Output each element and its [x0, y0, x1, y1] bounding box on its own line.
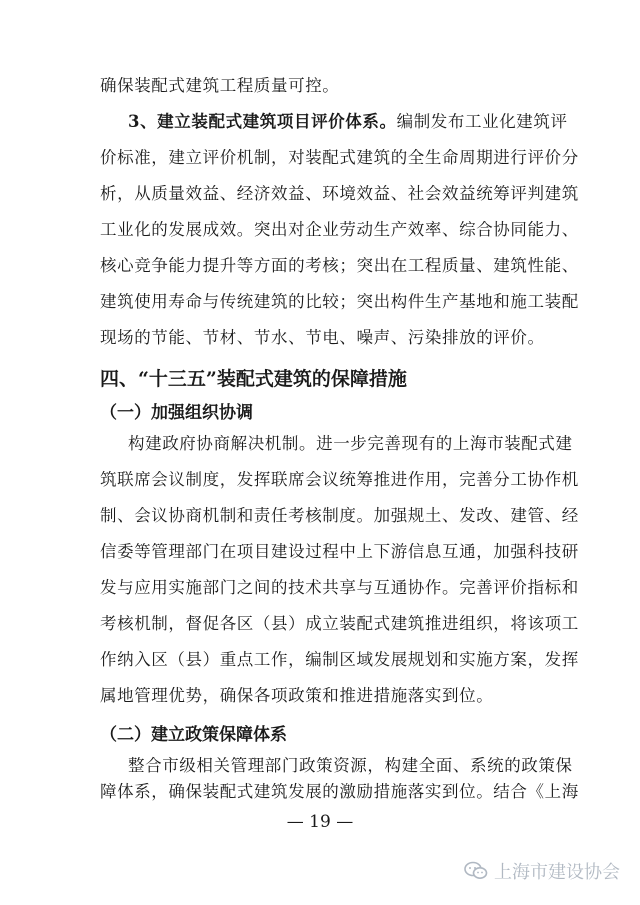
- watermark: [464, 858, 620, 884]
- page-number: — 19 —: [286, 812, 354, 832]
- text-line: 制、会议协商机制和责任考核制度。加强规土、发改、建管、经: [100, 506, 579, 525]
- text-line: [128, 112, 568, 134]
- text-line: 作纳入区（县）重点工作，编制区域发展规划和实施方案，发挥: [100, 650, 579, 669]
- subsection-heading: （二）建立政策保障体系: [100, 725, 287, 745]
- text-line: 构建政府协商解决机制。进一步完善现有的上海市装配式建: [128, 434, 573, 453]
- text-line: 属地管理优势，确保各项政策和推进措施落实到位。: [100, 686, 494, 705]
- item-title: 3、建立装配式建筑项目评价体系。: [128, 112, 397, 131]
- section-heading: 四、“十三五”装配式建筑的保障措施: [100, 368, 407, 390]
- wechat-icon: [464, 861, 488, 881]
- text-line: 考核机制，督促各区（县）成立装配式建筑推进组织，将该项工: [100, 614, 579, 633]
- item-text: 编制发布工业化建筑评: [396, 112, 568, 131]
- text-line: 工业化的发展成效。突出对企业劳动生产效率、综合协同能力、: [100, 220, 579, 239]
- text-line: 建筑使用寿命与传统建筑的比较；突出构件生产基地和施工装配: [100, 292, 579, 311]
- text-line: 筑联席会议制度，发挥联席会议统筹推进作用，完善分工协作机: [100, 470, 579, 489]
- text-line: 信委等管理部门在项目建设过程中上下游信息互通，加强科技研: [100, 542, 579, 561]
- text-line: 价标准，建立评价机制，对装配式建筑的全生命周期进行评价分: [100, 148, 579, 167]
- text-line: 确保装配式建筑工程质量可控。: [100, 76, 340, 95]
- text-line: 整合市级相关管理部门政策资源，构建全面、系统的政策保: [128, 756, 573, 775]
- text-line: 核心竞争能力提升等方面的考核；突出在工程质量、建筑性能、: [100, 256, 579, 275]
- text-line: 障体系，确保装配式建筑发展的激励措施落实到位。结合《上海: [100, 782, 579, 801]
- text-line: 析，从质量效益、经济效益、环境效益、社会效益统筹评判建筑: [100, 184, 579, 203]
- watermark-text: 上海市建设协会: [494, 862, 620, 883]
- subsection-heading: （一）加强组织协调: [100, 403, 253, 423]
- text-line: 现场的节能、节材、节水、节电、噪声、污染排放的评价。: [100, 328, 545, 347]
- text-line: 发与应用实施部门之间的技术共享与互通协作。完善评价指标和: [100, 578, 579, 597]
